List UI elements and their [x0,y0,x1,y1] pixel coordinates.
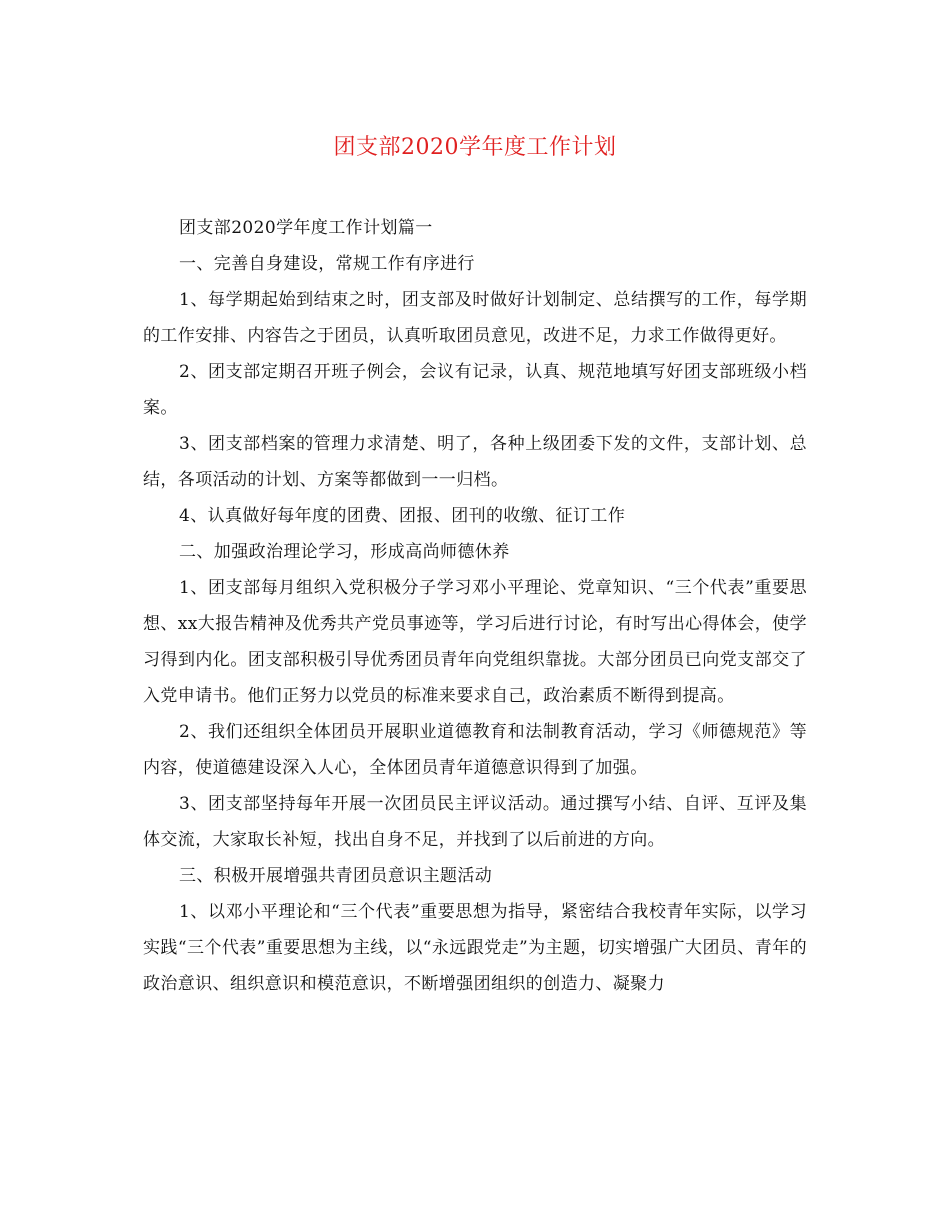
paragraph-section-1-item-4: 4、认真做好每年度的团费、团报、团刊的收缴、征订工作 [179,506,626,526]
document-body [143,210,807,1002]
paragraph-article-heading: 团支部2020学年度工作计划篇一 [179,218,433,238]
paragraph-section-1-heading: 一、完善自身建设，常规工作有序进行 [179,254,475,274]
paragraph-section-1-item-1: 1、每学期起始到结束之时，团支部及时做好计划制定、总结撰写的工作，每学期的工作安排、内容告之于团员，认真听取团员意见，改进不足，力求工作做得更好。 [143,290,807,346]
document-title: 团支部2020学年度工作计划 [333,135,617,160]
paragraph-section-3-heading: 三、积极开展增强共青团员意识主题活动 [179,866,493,886]
paragraph-section-2-item-3: 3、团支部坚持每年开展一次团员民主评议活动。通过撰写小结、自评、互评及集体交流，大家取长补短，找出自身不足，并找到了以后前进的方向。 [143,794,807,850]
paragraph-section-1-item-2: 2、团支部定期召开班子例会，会议有记录，认真、规范地填写好团支部班级小档案。 [143,362,807,418]
paragraph-section-1-item-3: 3、团支部档案的管理力求清楚、明了，各种上级团委下发的文件，支部计划、总结，各项活动的计划、方案等都做到一一归档。 [143,434,807,490]
paragraph-section-2-item-2: 2、我们还组织全体团员开展职业道德教育和法制教育活动，学习《师德规范》等内容，使道德建设深入人心，全体团员青年道德意识得到了加强。 [143,722,807,778]
paragraph-section-2-item-1: 1、团支部每月组织入党积极分子学习邓小平理论、党章知识、“三个代表”重要思想、xx大报告精神及优秀共产党员事迹等，学习后进行讨论，有时写出心得体会，使学习得到内化。团支部积极引导优秀团员青年向党组织靠拢。大部分团员已向党支部交了入党申请书。他们正努力以党员的标准来要求自己，政治素质不断得到提高。 [143,578,807,706]
paragraph-section-3-item-1: 1、以邓小平理论和“三个代表”重要思想为指导，紧密结合我校青年实际，以学习实践“三个代表”重要思想为主线，以“永远跟党走”为主题，切实增强广大团员、青年的政治意识、组织意识和模范意识，不断增强团组织的创造力、凝聚力 [143,902,807,994]
paragraph-section-2-heading: 二、加强政治理论学习，形成高尚师德休养 [179,542,510,562]
